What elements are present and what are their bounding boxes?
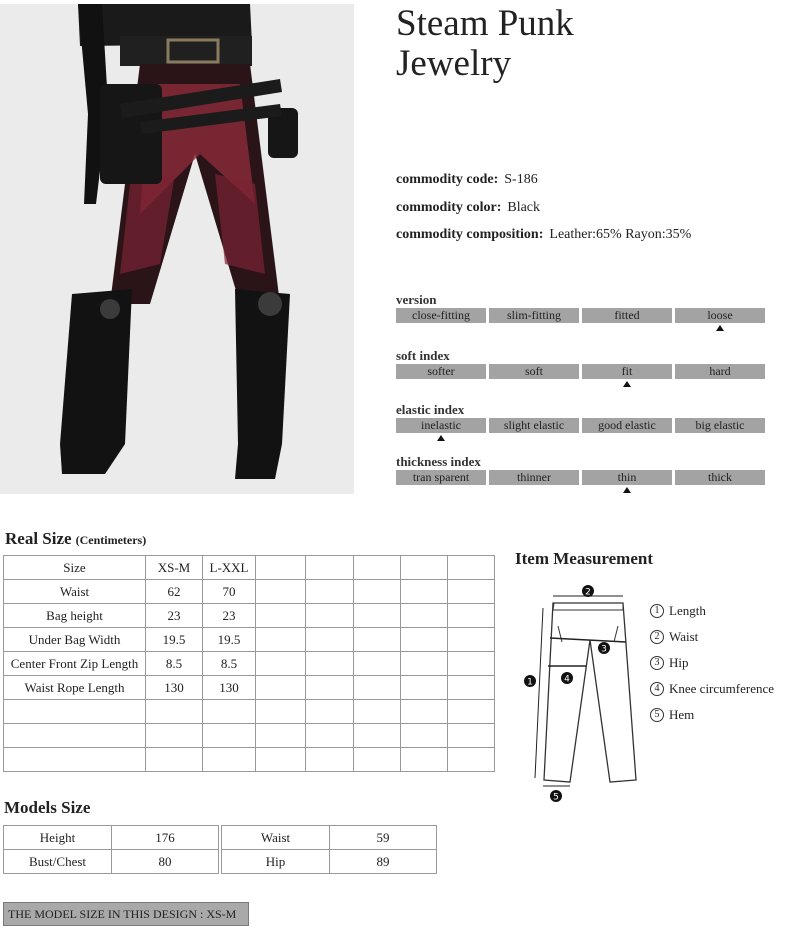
index-marker [582, 379, 672, 389]
legend-label: Length [669, 603, 706, 618]
table-cell: 130 [146, 676, 203, 700]
models-size-title: Models Size [4, 798, 91, 817]
real-size-table [3, 555, 495, 772]
index-option: close-fitting [396, 308, 486, 323]
table-header-cell [448, 556, 495, 580]
table-header-row [4, 556, 495, 580]
diagram-mark-label: 3 [601, 644, 607, 655]
index-option: soft [489, 364, 579, 379]
index-marker [675, 433, 765, 443]
table-header-cell: XS-M [146, 556, 203, 580]
legend-label: Hem [669, 707, 695, 722]
commodity-specs [396, 172, 691, 255]
model-measure-label: Height [4, 826, 112, 850]
index-option: softer [396, 364, 486, 379]
legend-label: Knee circumference [669, 681, 775, 696]
index-marker-row [396, 485, 765, 495]
index-option: good elastic [582, 418, 672, 433]
table-cell [256, 748, 306, 772]
spec-value: Black [507, 199, 541, 215]
table-cell [306, 676, 354, 700]
table-cell [401, 748, 448, 772]
table-cell: Waist [4, 580, 146, 604]
table-cell [354, 604, 401, 628]
table-header-cell [401, 556, 448, 580]
table-cell [448, 748, 495, 772]
model-measure-value: 176 [112, 826, 219, 850]
table-cell [256, 580, 306, 604]
index-option: hard [675, 364, 765, 379]
table-cell [306, 580, 354, 604]
table-row [4, 628, 495, 652]
table-cell [401, 652, 448, 676]
table-cell [401, 724, 448, 748]
legend-item [650, 676, 774, 702]
index-marker [675, 485, 765, 495]
legend-number: 1 [650, 604, 664, 618]
legend-item [650, 702, 774, 728]
table-cell [256, 652, 306, 676]
table-row [4, 652, 495, 676]
table-row [4, 676, 495, 700]
index-option: slight elastic [489, 418, 579, 433]
table-cell [256, 724, 306, 748]
table-cell [354, 652, 401, 676]
version-index [396, 292, 765, 333]
pants-measurement-diagram [520, 580, 650, 805]
diagram-mark-label: 2 [585, 587, 591, 598]
table-cell [256, 676, 306, 700]
table-cell: 70 [203, 580, 256, 604]
table-cell [354, 724, 401, 748]
diagram-mark-label: 4 [564, 674, 570, 685]
index-marker [489, 433, 579, 443]
legend-number: 4 [650, 682, 664, 696]
table-cell: Waist Rope Length [4, 676, 146, 700]
table-cell: 19.5 [203, 628, 256, 652]
table-cell [4, 724, 146, 748]
index-title: version [396, 292, 437, 307]
table-row [222, 850, 437, 874]
model-pants-illustration [0, 4, 354, 494]
table-cell [306, 748, 354, 772]
table-row [4, 580, 495, 604]
index-bar [396, 418, 765, 433]
spec-composition [396, 227, 691, 255]
soft-index [396, 348, 765, 389]
real-size-title [5, 529, 146, 549]
models-size-table-right [221, 825, 437, 874]
thickness-index [396, 454, 765, 495]
index-option: thin [582, 470, 672, 485]
index-option: fitted [582, 308, 672, 323]
table-cell [146, 748, 203, 772]
table-cell [448, 604, 495, 628]
table-cell [256, 700, 306, 724]
table-cell [146, 724, 203, 748]
table-cell [306, 628, 354, 652]
spec-label: commodity code: [396, 172, 499, 187]
index-title: elastic index [396, 402, 465, 417]
model-measure-value: 89 [330, 850, 437, 874]
table-header-cell: Size [4, 556, 146, 580]
table-cell [401, 628, 448, 652]
index-option: tran sparent [396, 470, 486, 485]
spec-label: commodity composition: [396, 227, 544, 242]
table-cell [448, 628, 495, 652]
legend-number: 5 [650, 708, 664, 722]
model-measure-value: 80 [112, 850, 219, 874]
product-title [396, 4, 574, 84]
table-row [4, 826, 219, 850]
table-cell [448, 580, 495, 604]
real-size-heading: Real Size [5, 529, 72, 548]
table-cell [146, 700, 203, 724]
spec-label: commodity color: [396, 199, 502, 215]
table-row [4, 850, 219, 874]
product-photo [0, 4, 354, 494]
index-option: inelastic [396, 418, 486, 433]
table-cell: 8.5 [146, 652, 203, 676]
table-cell [4, 748, 146, 772]
legend-number: 3 [650, 656, 664, 670]
table-cell: 19.5 [146, 628, 203, 652]
index-option: big elastic [675, 418, 765, 433]
legend-number: 2 [650, 630, 664, 644]
table-cell [203, 724, 256, 748]
index-option: thinner [489, 470, 579, 485]
real-size-body [4, 556, 495, 772]
index-marker-row [396, 379, 765, 389]
index-title: thickness index [396, 454, 481, 469]
index-option: fit [582, 364, 672, 379]
table-cell: Under Bag Width [4, 628, 146, 652]
item-measurement-title: Item Measurement [515, 549, 654, 568]
index-marker [489, 485, 579, 495]
title-line-1: Steam Punk [396, 3, 574, 44]
table-cell [448, 676, 495, 700]
table-cell [354, 628, 401, 652]
table-row [4, 700, 495, 724]
elastic-index [396, 402, 765, 443]
table-cell [354, 676, 401, 700]
table-cell [448, 652, 495, 676]
table-cell [401, 604, 448, 628]
table-cell [401, 580, 448, 604]
index-bar [396, 364, 765, 379]
index-bar [396, 470, 765, 485]
index-marker [675, 323, 765, 333]
legend-item [650, 624, 774, 650]
index-marker [675, 379, 765, 389]
index-option: slim-fitting [489, 308, 579, 323]
model-measure-label: Waist [222, 826, 330, 850]
index-marker [489, 379, 579, 389]
table-cell [256, 628, 306, 652]
index-marker [582, 323, 672, 333]
index-title: soft index [396, 348, 450, 363]
spec-value: S-186 [504, 172, 538, 187]
table-cell [256, 604, 306, 628]
index-option: loose [675, 308, 765, 323]
table-row [222, 826, 437, 850]
table-cell: 130 [203, 676, 256, 700]
table-cell: Bag height [4, 604, 146, 628]
model-size-note: THE MODEL SIZE IN THIS DESIGN : XS-M [3, 902, 249, 926]
table-row [4, 724, 495, 748]
table-cell [401, 676, 448, 700]
spec-value: Leather:65% Rayon:35% [549, 227, 692, 242]
table-cell: 23 [146, 604, 203, 628]
legend-label: Waist [669, 629, 699, 644]
legend-label: Hip [669, 655, 689, 670]
spec-code [396, 172, 691, 200]
table-cell [354, 748, 401, 772]
index-marker [396, 485, 486, 495]
diagram-mark-label: 1 [527, 677, 533, 688]
table-cell [306, 700, 354, 724]
diagram-mark-label: 5 [553, 792, 559, 803]
legend-item [650, 598, 774, 624]
table-cell [203, 748, 256, 772]
table-cell [203, 700, 256, 724]
model-measure-label: Bust/Chest [4, 850, 112, 874]
table-cell: Center Front Zip Length [4, 652, 146, 676]
table-row [4, 604, 495, 628]
table-cell: 62 [146, 580, 203, 604]
index-marker-row [396, 323, 765, 333]
index-marker [489, 323, 579, 333]
table-header-cell [306, 556, 354, 580]
model-measure-value: 59 [330, 826, 437, 850]
model-measure-label: Hip [222, 850, 330, 874]
index-bar [396, 308, 765, 323]
table-cell [4, 700, 146, 724]
spec-color [396, 200, 691, 228]
table-cell [448, 724, 495, 748]
real-size-unit: (Centimeters) [75, 533, 147, 547]
table-header-cell: L-XXL [203, 556, 256, 580]
index-marker [396, 433, 486, 443]
title-line-2: Jewelry [396, 43, 512, 84]
table-cell: 8.5 [203, 652, 256, 676]
index-option: thick [675, 470, 765, 485]
table-cell [306, 604, 354, 628]
table-cell [448, 700, 495, 724]
table-cell [354, 700, 401, 724]
index-marker [582, 485, 672, 495]
legend-item [650, 650, 774, 676]
index-marker [396, 323, 486, 333]
measurement-legend [650, 598, 774, 728]
table-cell [354, 580, 401, 604]
table-row [4, 748, 495, 772]
table-cell [401, 700, 448, 724]
index-marker [396, 379, 486, 389]
table-cell [306, 652, 354, 676]
table-cell [306, 724, 354, 748]
index-marker-row [396, 433, 765, 443]
index-marker [582, 433, 672, 443]
table-header-cell [354, 556, 401, 580]
table-cell: 23 [203, 604, 256, 628]
models-size-table-left [3, 825, 219, 874]
table-header-cell [256, 556, 306, 580]
